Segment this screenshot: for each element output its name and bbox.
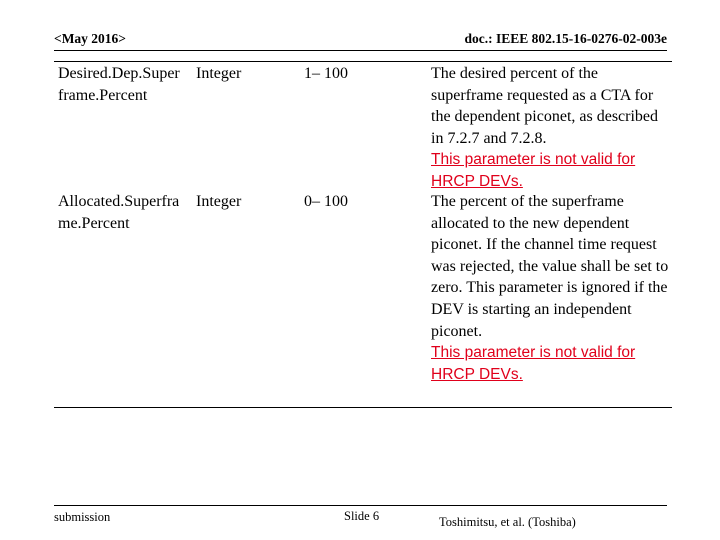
param-type-cell: Integer bbox=[196, 65, 242, 82]
hrcp-validity-note: This parameter is not valid for HRCP DEVs. bbox=[431, 344, 636, 383]
description-text: The percent of the superframe allocated to the new dependent piconet. If the channel time request was rejected, the value shall be set to zero. This parameter is ignored if the DEV is starting an independent piconet. bbox=[431, 193, 669, 340]
param-range-cell: 0– 100 bbox=[304, 193, 348, 210]
param-name-cell: Desired.Dep.Super frame.Percent bbox=[58, 65, 180, 104]
header-date: <May 2016> bbox=[54, 31, 127, 46]
param-description-cell bbox=[431, 190, 671, 385]
param-range-cell: 1– 100 bbox=[304, 65, 348, 82]
table-row bbox=[54, 190, 672, 407]
slide-number: Slide 6 bbox=[344, 509, 380, 523]
param-description-cell bbox=[431, 62, 671, 193]
header-doc-id: doc.: IEEE 802.15-16-0276-02-003e bbox=[464, 31, 667, 46]
table-row bbox=[54, 62, 672, 190]
param-type-cell: Integer bbox=[196, 193, 242, 210]
footer-divider bbox=[54, 505, 667, 506]
hrcp-validity-note: This parameter is not valid for HRCP DEVs. bbox=[431, 151, 636, 190]
footer-submission: submission bbox=[54, 510, 111, 524]
param-name-cell: Allocated.Superfra me.Percent bbox=[58, 193, 180, 232]
footer-author: Toshimitsu, et al. (Toshiba) bbox=[439, 515, 576, 529]
header-divider bbox=[54, 50, 667, 51]
description-text: The desired percent of the superframe requested as a CTA for the dependent piconet, as described in 7.2.7 and 7.2.8. bbox=[431, 65, 659, 147]
parameter-table bbox=[54, 61, 672, 408]
